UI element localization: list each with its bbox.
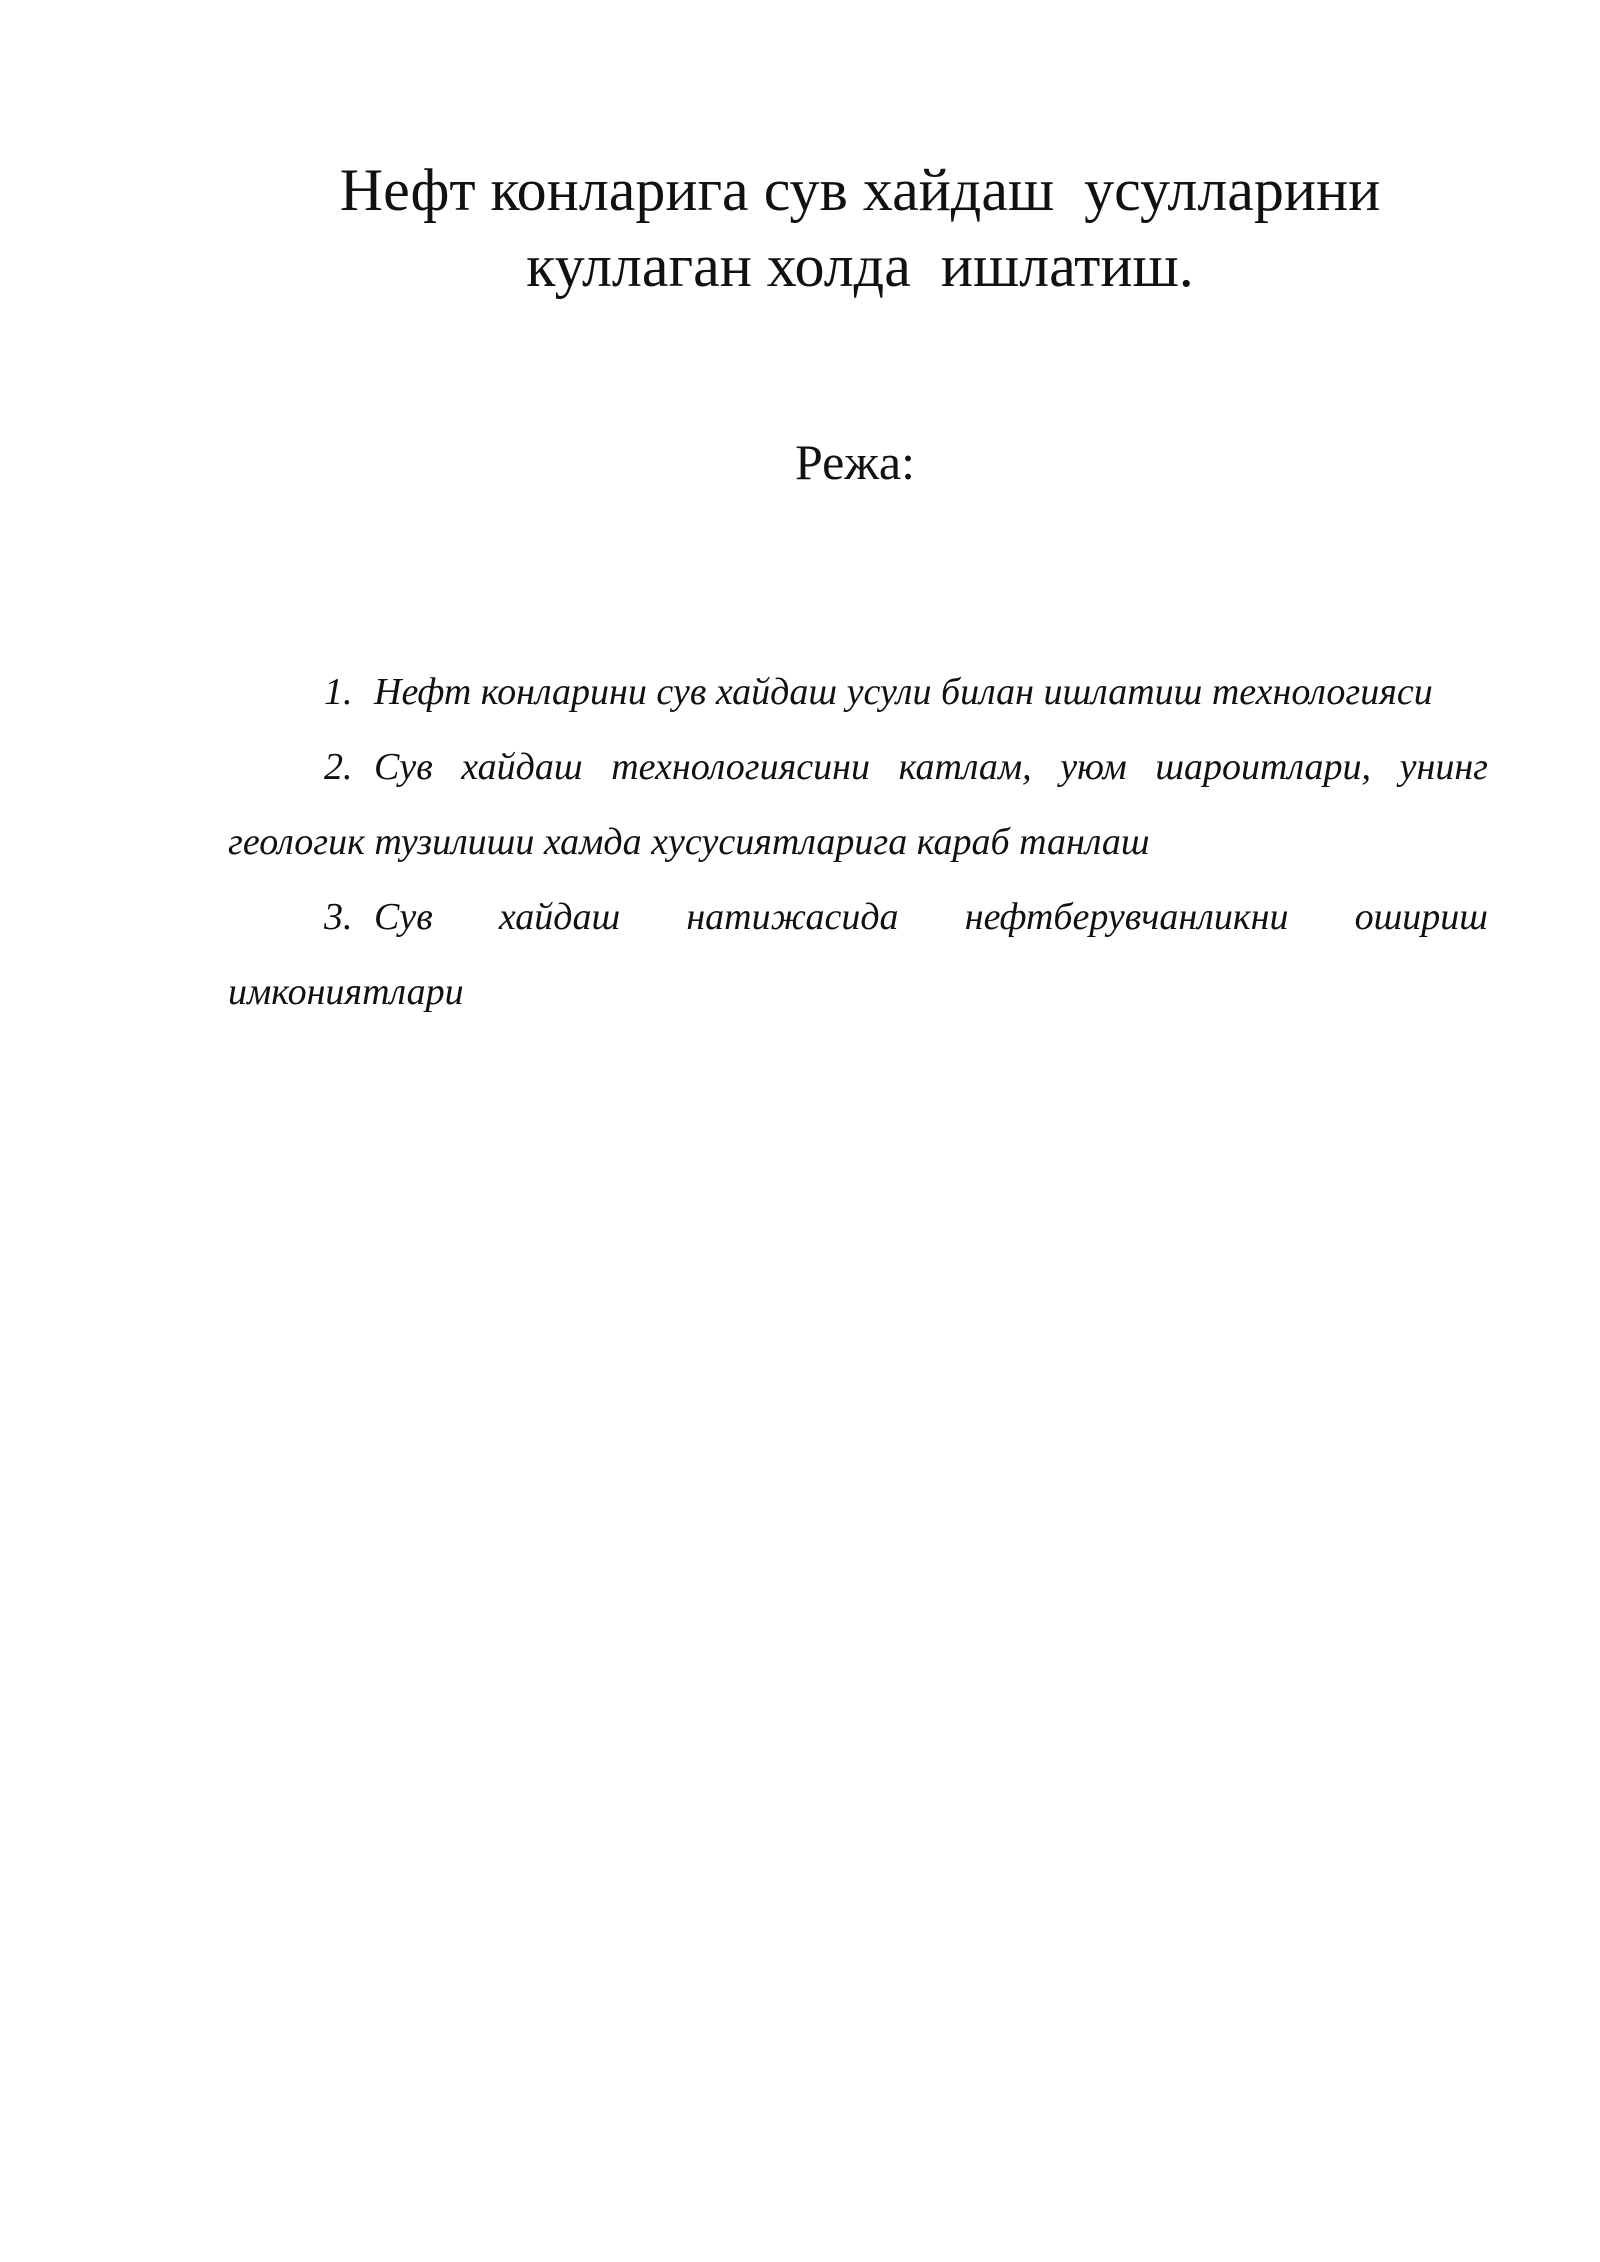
plan-item-number: 3. [324,896,353,938]
plan-item-3 [228,880,1488,1030]
plan-heading: Режа: [795,434,915,490]
plan-item-text: Сув хайдаш технологиясини катлам, уюм шароитлари, унинг геологик тузилиши хамда хусусиятларига караб танлаш [228,746,1488,863]
plan-item-text: Нефт конларини сув хайдаш усули билан ишлатиш технологияси [374,671,1433,713]
plan-item-number: 1. [324,671,353,713]
plan-item-2 [228,730,1488,880]
document-title [230,152,1490,304]
plan-item-number: 2. [324,746,353,788]
title-line-1: Нефт конларига сув хайдаш усулларини [339,157,1381,223]
title-line-2: куллаган холда ишлатиш. [526,233,1194,299]
plan-list [228,655,1488,1030]
plan-item-1 [228,655,1488,730]
plan-item-text: Сув хайдаш натижасида нефтберувчанликни ошириш имкониятлари [228,896,1488,1013]
